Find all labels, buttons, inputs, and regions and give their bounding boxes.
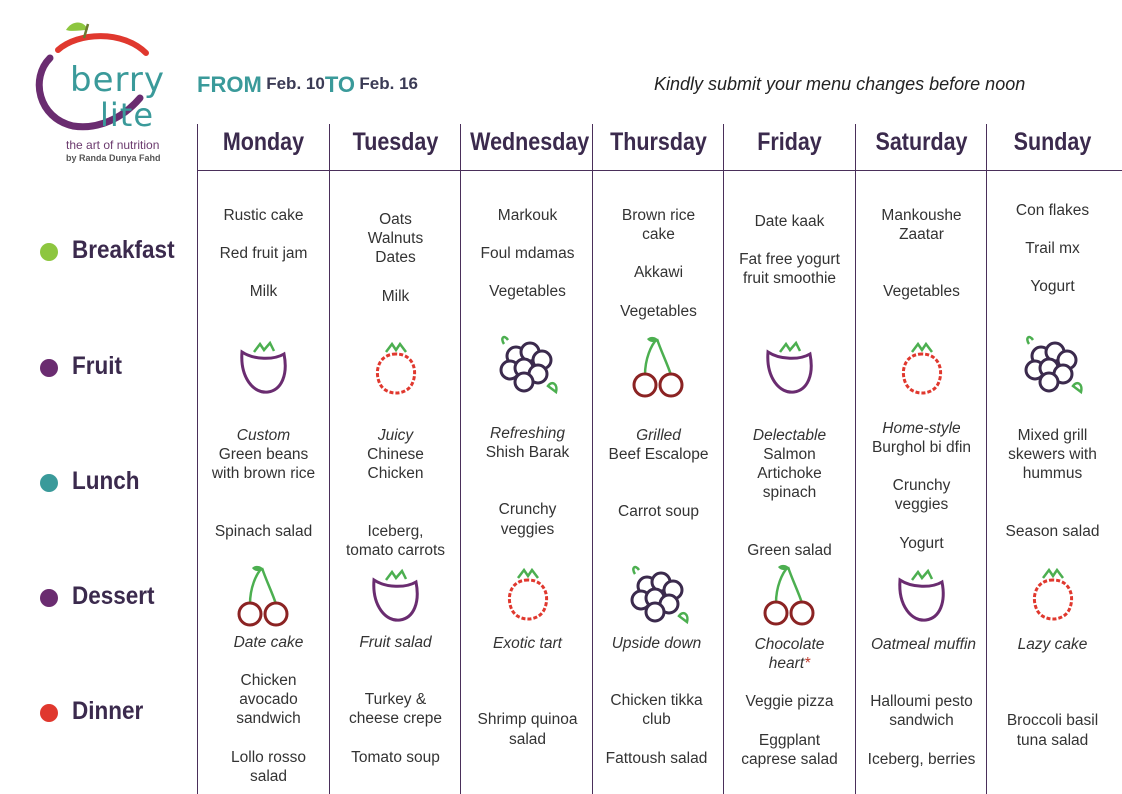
day-header-thursday: Thursday xyxy=(610,128,707,156)
breakfast-item: Date kaak xyxy=(754,213,825,230)
day-header-monday: Monday xyxy=(222,128,305,156)
dessert-item: Upside down xyxy=(611,635,702,652)
lunch-item: with brown rice xyxy=(211,465,316,482)
lunch-qualifier: Juicy xyxy=(377,427,414,444)
breakfast-item: Brown rice xyxy=(621,207,696,224)
breakfast-item: Trail mx xyxy=(1025,240,1080,257)
breakfast-item: Milk xyxy=(381,288,410,305)
lunch-side: veggies xyxy=(894,496,949,513)
day-header-saturday: Saturday xyxy=(875,128,968,156)
dessert-item: Fruit salad xyxy=(359,634,432,651)
from-label: FROM xyxy=(197,72,262,97)
day-header-friday: Friday xyxy=(757,128,822,156)
dinner-item: Turkey & xyxy=(364,691,427,708)
brand-name-bottom: lite xyxy=(100,96,155,134)
dinner-side: salad xyxy=(249,768,288,785)
lunch-item: Shish Barak xyxy=(485,444,570,461)
breakfast-item: Walnuts xyxy=(367,230,424,247)
footnote-asterisk: * xyxy=(804,655,811,672)
breakfast-item: Vegetables xyxy=(489,283,566,300)
dinner-side: Fattoush salad xyxy=(605,750,708,767)
dessert-item: Date cake xyxy=(233,634,304,651)
meal-label-text: Lunch xyxy=(72,467,140,495)
cherry-icon xyxy=(198,564,329,633)
breakfast-item: cake xyxy=(642,226,675,243)
meal-label-text: Dinner xyxy=(72,697,144,725)
brand-byline: by Randa Dunya Fahd xyxy=(66,153,161,163)
meal-label-text: Dessert xyxy=(72,582,155,610)
brand-name-top: berry xyxy=(70,60,165,100)
breakfast-item: Rustic cake xyxy=(223,207,304,224)
plum-icon xyxy=(856,566,987,631)
dinner-item: salad xyxy=(508,731,547,748)
dinner-item: Halloumi pesto xyxy=(870,693,973,710)
breakfast-item: Red fruit jam xyxy=(219,245,308,262)
dinner-item: cheese crepe xyxy=(348,710,443,727)
blackberry-icon xyxy=(593,564,724,633)
lunch-item: Salmon xyxy=(763,446,816,463)
dinner-side: Tomato soup xyxy=(351,749,440,766)
dinner-item: Chicken xyxy=(240,672,297,689)
blackberry-icon xyxy=(987,334,1118,403)
lunch-side: Spinach salad xyxy=(214,523,313,540)
breakfast-item: Vegetables xyxy=(883,283,960,300)
breakfast-item: Oats xyxy=(379,211,412,228)
lunch-side: tomato carrots xyxy=(345,542,446,559)
dessert-item: Lazy cake xyxy=(1017,636,1088,653)
date-range xyxy=(197,72,418,100)
raspberry-icon xyxy=(987,566,1118,631)
breakfast-item: Markouk xyxy=(497,207,558,224)
lunch-dot-icon xyxy=(40,474,58,492)
lunch-item: Artichoke xyxy=(757,465,822,482)
dinner-item: avocado xyxy=(239,691,298,708)
from-date: Feb. 10 xyxy=(266,74,325,93)
to-label: TO xyxy=(324,72,355,97)
lunch-side: Crunchy xyxy=(498,501,557,518)
brand-logo xyxy=(28,18,168,168)
dinner-item: sandwich xyxy=(889,712,954,729)
raspberry-icon xyxy=(330,340,461,405)
dinner-side: Eggplant xyxy=(758,732,821,749)
dinner-item: Shrimp quinoa xyxy=(477,711,578,728)
raspberry-icon xyxy=(856,340,987,405)
dessert-dot-icon xyxy=(40,589,58,607)
breakfast-item: Yogurt xyxy=(1030,278,1075,295)
header-divider xyxy=(197,170,1122,171)
dessert-item: heart* xyxy=(768,655,811,672)
blackberry-icon xyxy=(462,334,593,403)
lunch-qualifier: Custom xyxy=(236,427,291,444)
lunch-side: veggies xyxy=(500,521,555,538)
breakfast-item: Foul mdamas xyxy=(480,245,575,262)
lunch-side: Season salad xyxy=(1005,523,1100,540)
cherry-icon xyxy=(724,562,855,633)
day-header-tuesday: Tuesday xyxy=(352,128,439,156)
meal-label-text: Breakfast xyxy=(72,236,175,264)
plum-icon xyxy=(724,338,855,403)
dessert-item: Chocolate xyxy=(754,636,825,653)
to-date: Feb. 16 xyxy=(359,74,419,93)
raspberry-icon xyxy=(462,566,593,631)
breakfast-item: Vegetables xyxy=(620,303,697,320)
lunch-extra: Yogurt xyxy=(899,535,944,552)
lunch-item: Mixed grill xyxy=(1017,427,1088,444)
breakfast-dot-icon xyxy=(40,243,58,261)
dessert-item: Oatmeal muffin xyxy=(870,636,977,653)
lunch-qualifier: Refreshing xyxy=(490,425,565,442)
lunch-item: Burghol bi dfin xyxy=(871,439,972,456)
day-header-sunday: Sunday xyxy=(1013,128,1092,156)
lunch-item: Green beans xyxy=(218,446,309,463)
breakfast-item: Zaatar xyxy=(899,226,944,243)
dinner-item: Veggie pizza xyxy=(745,693,834,710)
day-header-wednesday: Wednesday xyxy=(470,128,590,156)
lunch-item: hummus xyxy=(1022,465,1083,482)
breakfast-item: Fat free yogurt xyxy=(739,251,840,268)
breakfast-item: fruit smoothie xyxy=(742,270,837,287)
lunch-side: Green salad xyxy=(747,542,832,559)
dinner-side: Lollo rosso xyxy=(231,749,306,766)
breakfast-item: Akkawi xyxy=(633,264,684,281)
breakfast-item: Mankoushe xyxy=(881,207,962,224)
lunch-qualifier: Delectable xyxy=(752,427,827,444)
plum-icon xyxy=(330,566,461,631)
dinner-item: tuna salad xyxy=(1016,732,1089,749)
dinner-item: Broccoli basil xyxy=(1006,712,1099,729)
dinner-item: Chicken tikka xyxy=(610,692,703,709)
lunch-side: Carrot soup xyxy=(618,503,699,520)
lunch-side: Crunchy xyxy=(892,477,951,494)
dessert-item: Exotic tart xyxy=(493,635,562,652)
brand-tagline: the art of nutrition xyxy=(66,138,160,152)
lunch-item: spinach xyxy=(762,484,817,501)
breakfast-item: Dates xyxy=(375,249,416,266)
dinner-dot-icon xyxy=(40,704,58,722)
dinner-side: Iceberg, berries xyxy=(867,751,976,768)
meal-label-text: Fruit xyxy=(72,352,122,380)
lunch-item: skewers with xyxy=(1008,446,1097,463)
dinner-item: club xyxy=(642,711,671,728)
breakfast-item: Milk xyxy=(249,283,278,300)
lunch-item: Beef Escalope xyxy=(608,446,709,463)
submission-note: Kindly submit your menu changes before noon xyxy=(654,74,1026,94)
dinner-item: sandwich xyxy=(236,710,301,727)
lunch-qualifier: Grilled xyxy=(636,427,681,444)
lunch-qualifier: Home-style xyxy=(882,420,961,437)
dinner-side: caprese salad xyxy=(741,751,838,768)
lunch-item: Chinese xyxy=(367,446,424,463)
lunch-item: Chicken xyxy=(367,465,424,482)
cherry-icon xyxy=(593,334,724,405)
fruit-dot-icon xyxy=(40,359,58,377)
breakfast-item: Con flakes xyxy=(1015,202,1090,219)
lunch-side: Iceberg, xyxy=(367,523,424,540)
plum-icon xyxy=(198,338,329,403)
